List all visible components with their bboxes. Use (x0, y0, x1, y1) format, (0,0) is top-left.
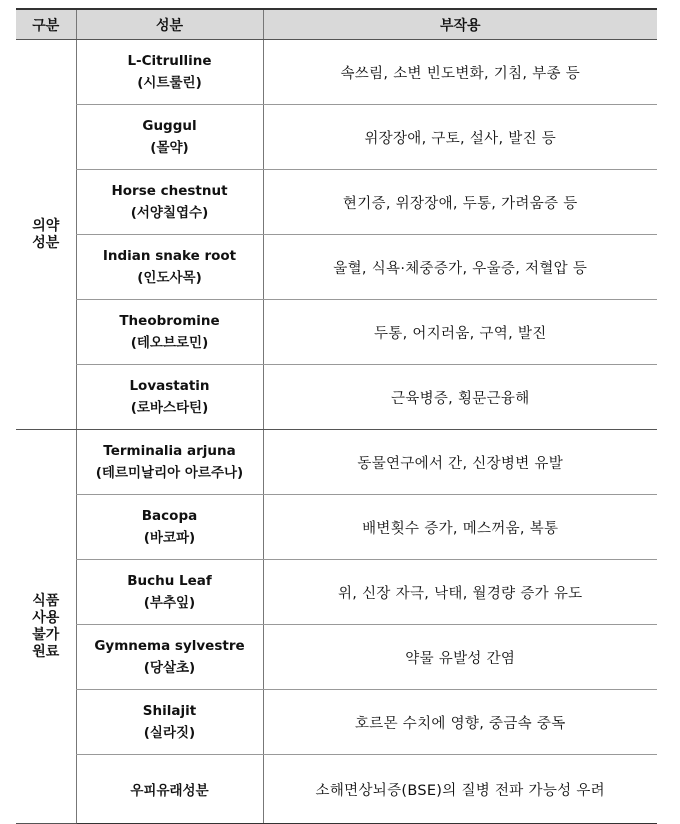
ingredient-name-ko: (테오브로민) (130, 335, 209, 351)
table-row (16, 365, 657, 430)
ingredient-cell (76, 105, 263, 170)
ingredient-cell (76, 560, 263, 625)
side-effects-table (16, 8, 657, 824)
category-label-line: 성분 (32, 234, 60, 251)
table-row (16, 170, 657, 235)
ingredient-cell (76, 365, 263, 430)
ingredient-name-ko: (인도사목) (137, 270, 202, 286)
ingredient-cell (76, 495, 263, 560)
side-effect-cell: 위장장애, 구토, 설사, 발진 등 (263, 105, 657, 170)
ingredient-cell (76, 755, 263, 824)
side-effect-cell: 근육병증, 횡문근융해 (263, 365, 657, 430)
table-row (16, 690, 657, 755)
ingredient-name-en: Horse chestnut (111, 183, 228, 199)
side-effect-cell: 배변횟수 증가, 메스꺼움, 복통 (263, 495, 657, 560)
header-row (16, 9, 657, 40)
ingredient-cell (76, 300, 263, 365)
side-effect-cell: 속쓰림, 소변 빈도변화, 기침, 부종 등 (263, 40, 657, 105)
category-label-line: 사용 (32, 609, 60, 626)
table-row (16, 105, 657, 170)
header-side-effect: 부작용 (263, 9, 657, 40)
ingredient-cell (76, 430, 263, 495)
ingredient-cell (76, 235, 263, 300)
header-ingredient: 성분 (76, 9, 263, 40)
category-label-line: 불가 (32, 626, 60, 643)
table-row (16, 430, 657, 495)
category-label-line: 의약 (32, 217, 60, 234)
side-effect-cell: 호르몬 수치에 영향, 중금속 중독 (263, 690, 657, 755)
ingredient-name-en: Bacopa (141, 508, 198, 524)
ingredient-name-en: Indian snake root (102, 248, 237, 264)
header-category: 구분 (16, 9, 76, 40)
ingredient-name-en: Buchu Leaf (127, 573, 212, 589)
ingredient-name-ko: (로바스타틴) (130, 400, 209, 416)
ingredient-cell (76, 690, 263, 755)
side-effect-cell: 울혈, 식욕·체중증가, 우울증, 저혈압 등 (263, 235, 657, 300)
table-row (16, 40, 657, 105)
ingredient-name-ko: (몰약) (150, 140, 189, 156)
side-effect-cell: 두통, 어지러움, 구역, 발진 (263, 300, 657, 365)
ingredient-name-ko: 우피유래성분 (130, 783, 209, 799)
table-row (16, 495, 657, 560)
category-label-line: 원료 (32, 643, 60, 660)
ingredient-name-en: Shilajit (142, 703, 197, 719)
side-effect-cell: 동물연구에서 간, 신장병변 유발 (263, 430, 657, 495)
table-row (16, 300, 657, 365)
ingredient-name-en: Guggul (142, 118, 197, 134)
table-row (16, 755, 657, 824)
table-row (16, 235, 657, 300)
ingredient-name-ko: (바코파) (143, 530, 196, 546)
table-row (16, 560, 657, 625)
ingredient-cell (76, 625, 263, 690)
category-cell-pharma (16, 40, 76, 430)
ingredient-name-ko: (부추잎) (143, 595, 196, 611)
ingredient-name-ko: (당살초) (143, 660, 196, 676)
table-row (16, 625, 657, 690)
ingredient-name-ko: (서양칠엽수) (130, 205, 209, 221)
ingredient-cell (76, 170, 263, 235)
ingredient-name-en: Terminalia arjuna (103, 443, 236, 459)
side-effect-cell: 약물 유발성 간염 (263, 625, 657, 690)
ingredient-name-en: Lovastatin (129, 378, 210, 394)
category-cell-food-banned (16, 430, 76, 824)
category-label-line: 식품 (32, 592, 60, 609)
ingredient-name-ko: (테르미날리아 아르주나) (95, 465, 244, 481)
ingredient-name-en: L-Citrulline (127, 53, 212, 69)
ingredient-name-en: Gymnema sylvestre (94, 638, 245, 654)
side-effect-cell: 위, 신장 자극, 낙태, 월경량 증가 유도 (263, 560, 657, 625)
ingredient-cell (76, 40, 263, 105)
ingredient-name-ko: (실라짓) (143, 725, 196, 741)
ingredient-name-en: Theobromine (119, 313, 220, 329)
ingredient-name-ko: (시트룰린) (137, 75, 202, 91)
side-effect-cell: 현기증, 위장장애, 두통, 가려움증 등 (263, 170, 657, 235)
side-effect-cell: 소해면상뇌증(BSE)의 질병 전파 가능성 우려 (263, 755, 657, 824)
